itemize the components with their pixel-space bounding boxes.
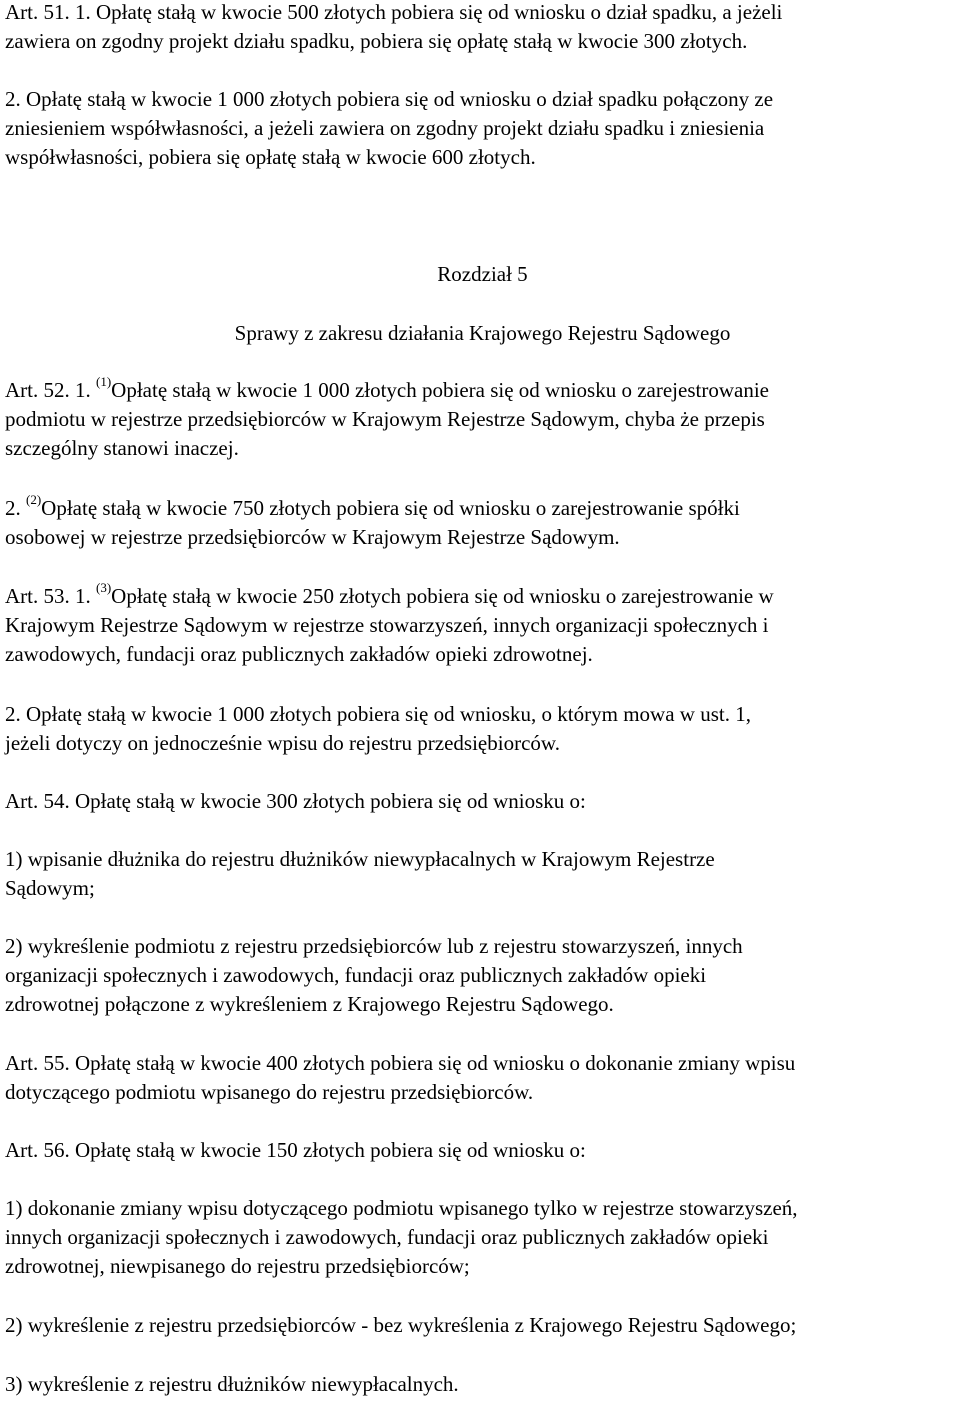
text-line: Art. 51. 1. Opłatę stałą w kwocie 500 złotych pobiera się od wniosku o dział spadku, a jeżeli: [5, 0, 783, 24]
text-line: [5, 494, 960, 523]
text-line: 2) wykreślenie podmiotu z rejestru przedsiębiorców lub z rejestru stowarzyszeń, innych: [5, 934, 743, 958]
footnote-marker: (3): [96, 580, 112, 595]
art-55-paragraph: [5, 1049, 960, 1107]
text-line: współwłasności, pobiera się opłatę stałą w kwocie 600 złotych.: [5, 145, 536, 169]
text-line: dotyczącego podmiotu wpisanego do rejestru przedsiębiorców.: [5, 1080, 534, 1104]
art-53-paragraph-2: [5, 700, 960, 758]
chapter-title: Sprawy z zakresu działania Krajowego Rejestru Sądowego: [234, 321, 731, 345]
art-56-item-1: [5, 1194, 960, 1281]
art-54-item-1: [5, 845, 960, 903]
art-52-paragraph-1: [5, 376, 960, 463]
text-line: jeżeli dotyczy on jednocześnie wpisu do rejestru przedsiębiorców.: [5, 731, 560, 755]
article-prefix: Art. 52. 1.: [5, 378, 96, 402]
text-line: organizacji społecznych i zawodowych, fundacji oraz publicznych zakładów opieki: [5, 963, 707, 987]
footnote-marker: (2): [26, 492, 42, 507]
text-line: 2. Opłatę stałą w kwocie 1 000 złotych pobiera się od wniosku o dział spadku połączony ze: [5, 87, 774, 111]
text-line: 1) dokonanie zmiany wpisu dotyczącego podmiotu wpisanego tylko w rejestrze stowarzyszeń,: [5, 1196, 798, 1220]
text-line: podmiotu w rejestrze przedsiębiorców w Krajowym Rejestrze Sądowym, chyba że przepis: [5, 407, 765, 431]
text-line: zdrowotnej, niewpisanego do rejestru przedsiębiorców;: [5, 1254, 470, 1278]
text-line: Art. 55. Opłatę stałą w kwocie 400 złotych pobiera się od wniosku o dokonanie zmiany wpisu: [5, 1051, 796, 1075]
text-line: [5, 582, 960, 611]
art-56-item-2: 2) wykreślenie z rejestru przedsiębiorców - bez wykreślenia z Krajowego Rejestru Sądowego;: [5, 1313, 797, 1337]
art-51-paragraph-2: [5, 85, 960, 172]
art-54-item-2: [5, 932, 960, 1019]
chapter-number: Rozdział 5: [437, 262, 528, 286]
text-line: innych organizacji społecznych i zawodowych, fundacji oraz publicznych zakładów opieki: [5, 1225, 769, 1249]
art-56-item-3: 3) wykreślenie z rejestru dłużników niewypłacalnych.: [5, 1372, 459, 1396]
text-line: zniesieniem współwłasności, a jeżeli zawiera on zgodny projekt działu spadku i zniesienia: [5, 116, 765, 140]
text-run: Opłatę stałą w kwocie 250 złotych pobiera się od wniosku o zarejestrowanie w: [111, 584, 774, 608]
text-run: Opłatę stałą w kwocie 750 złotych pobiera się od wniosku o zarejestrowanie spółki: [41, 496, 740, 520]
text-line: osobowej w rejestrze przedsiębiorców w Krajowym Rejestrze Sądowym.: [5, 525, 620, 549]
text-line: zawodowych, fundacji oraz publicznych zakładów opieki zdrowotnej.: [5, 642, 593, 666]
text-line: 1) wpisanie dłużnika do rejestru dłużników niewypłacalnych w Krajowym Rejestrze: [5, 847, 715, 871]
art-51-paragraph-1: [5, 0, 960, 56]
footnote-marker: (1): [96, 374, 112, 389]
text-line: 2. Opłatę stałą w kwocie 1 000 złotych pobiera się od wniosku, o którym mowa w ust. 1,: [5, 702, 751, 726]
art-56-intro: Art. 56. Opłatę stałą w kwocie 150 złotych pobiera się od wniosku o:: [5, 1138, 586, 1162]
paragraph-prefix: 2.: [5, 496, 26, 520]
text-line: Sądowym;: [5, 876, 95, 900]
text-line: szczególny stanowi inaczej.: [5, 436, 239, 460]
text-line: Krajowym Rejestrze Sądowym w rejestrze stowarzyszeń, innych organizacji społecznych i: [5, 613, 769, 637]
text-line: [5, 376, 960, 405]
art-54-intro: Art. 54. Opłatę stałą w kwocie 300 złotych pobiera się od wniosku o:: [5, 789, 586, 813]
text-line: zdrowotnej połączone z wykreśleniem z Krajowego Rejestru Sądowego.: [5, 992, 614, 1016]
art-53-paragraph-1: [5, 582, 960, 669]
art-52-paragraph-2: [5, 494, 960, 552]
article-prefix: Art. 53. 1.: [5, 584, 96, 608]
text-run: Opłatę stałą w kwocie 1 000 złotych pobiera się od wniosku o zarejestrowanie: [111, 378, 769, 402]
text-line: zawiera on zgodny projekt działu spadku, pobiera się opłatę stałą w kwocie 300 złotych.: [5, 29, 748, 53]
